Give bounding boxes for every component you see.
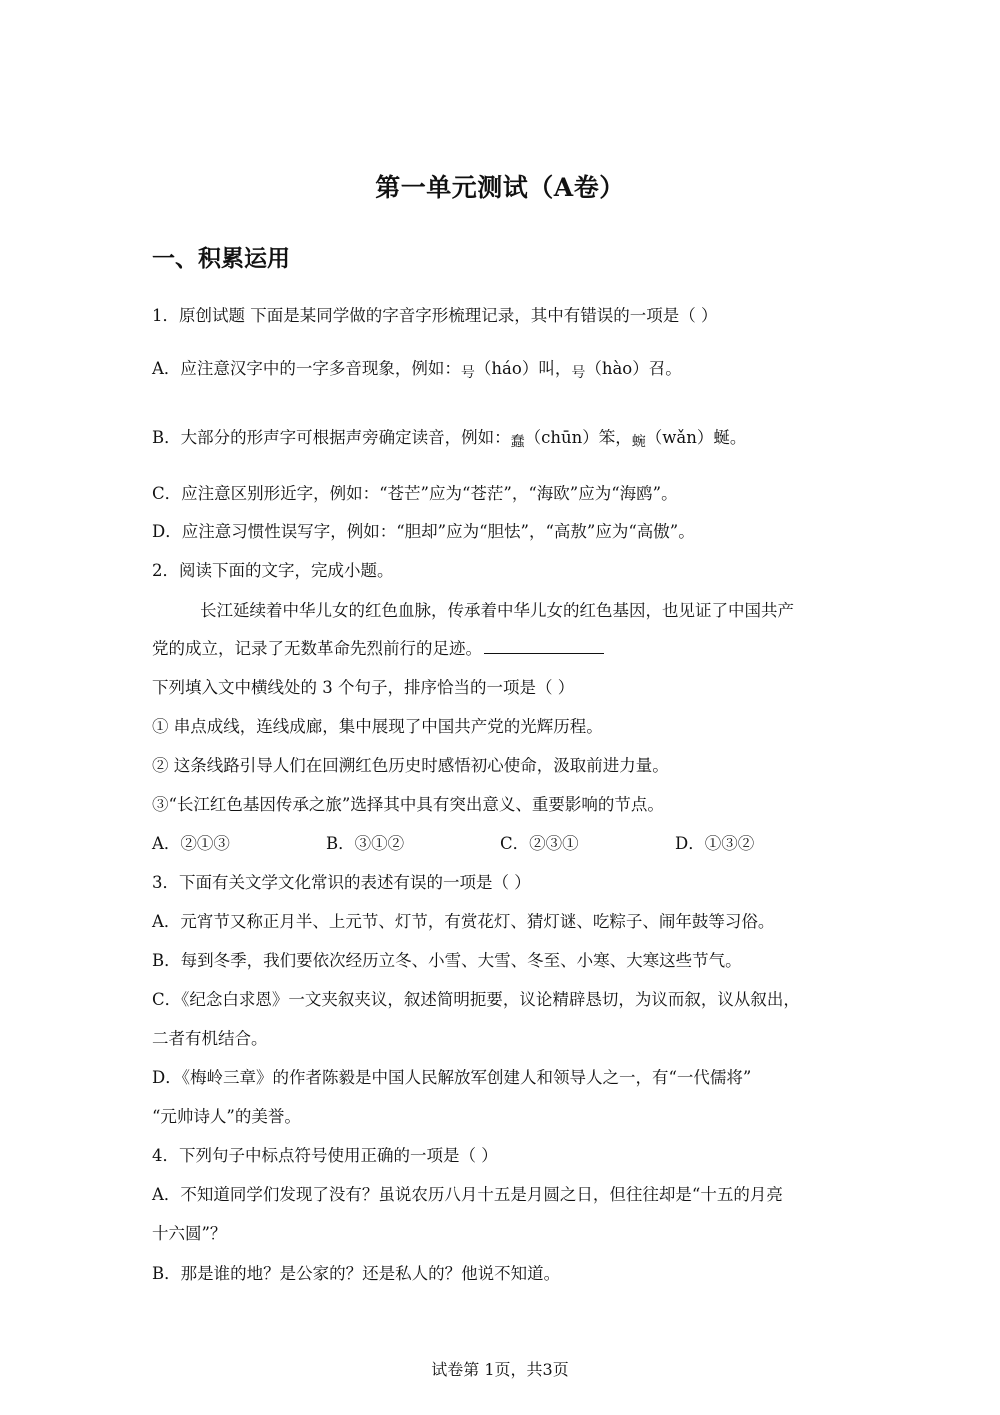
question-4-option-b: B．那是谁的地？是公家的？还是私人的？他说不知道。 <box>152 1264 561 1283</box>
sentence-3: ③“长江红色基因传承之旅”选择其中具有突出意义、重要影响的节点。 <box>152 795 664 814</box>
question-1-stem: 1．原创试题 下面是某同学做的字音字形梳理记录，其中有错误的一项是（ ） <box>152 306 718 325</box>
question-2-option-d: D．①③② <box>675 834 755 853</box>
answer-blank <box>484 639 604 654</box>
question-1-option-b <box>152 424 746 448</box>
question-1-option-c: C．应注意区别形近字，例如：“苍芒”应为“苍茫”，“海欧”应为“海鸥”。 <box>152 484 678 503</box>
option-b-char-2: 蜿 <box>631 434 646 450</box>
sentence-2: ② 这条线路引导人们在回溯红色历史时感悟初心使命，汲取前进力量。 <box>152 756 669 775</box>
question-2-option-a: A．②①③ <box>152 834 230 853</box>
option-b-prefix: B．大部分的形声字可根据声旁确定读音，例如： <box>152 428 511 447</box>
question-2-subquestion: 下列填入文中横线处的 3 个句子，排序恰当的一项是（ ） <box>152 678 575 697</box>
question-1-option-d: D．应注意习惯性误写字，例如：“胆却”应为“胆怯”，“高敖”应为“高傲”。 <box>152 522 695 541</box>
sentence-1: ① 串点成线，连线成廊，集中展现了中国共产党的光辉历程。 <box>152 717 603 736</box>
question-2-stem: 2．阅读下面的文字，完成小题。 <box>152 561 394 580</box>
passage-line-2 <box>152 635 604 659</box>
question-3-stem: 3．下面有关文学文化常识的表述有误的一项是（ ） <box>152 873 531 892</box>
question-2-option-b: B．③①② <box>326 834 405 853</box>
passage-line-1: 长江延续着中华儿女的红色血脉，传承着中华儿女的红色基因，也见证了中国共产 <box>200 601 794 620</box>
option-b-suffix: （wǎn）蜒。 <box>645 428 747 447</box>
page-footer: 试卷第 1页，共3页 <box>431 1360 569 1379</box>
option-b-char-1: 蠢 <box>510 434 525 450</box>
question-3-option-a: A．元宵节又称正月半、上元节、灯节，有赏花灯、猜灯谜、吃粽子、闹年鼓等习俗。 <box>152 912 775 931</box>
option-a-middle: （háo）叫， <box>474 359 572 378</box>
question-3-option-d-line-2: “元帅诗人”的美誉。 <box>152 1107 301 1126</box>
passage-line-2-text: 党的成立，记录了无数革命先烈前行的足迹。 <box>152 639 482 658</box>
option-a-prefix: A．应注意汉字中的一字多音现象，例如： <box>152 359 461 378</box>
option-b-middle: （chūn）笨， <box>524 428 632 447</box>
option-a-char-1: 号 <box>460 365 475 381</box>
question-2-option-c: C．②③① <box>500 834 579 853</box>
question-3-option-d-line-1: D．《梅岭三章》的作者陈毅是中国人民解放军创建人和领导人之一，有“一代儒将” <box>152 1068 752 1087</box>
question-4-stem: 4．下列句子中标点符号使用正确的一项是（ ） <box>152 1146 498 1165</box>
page-title: 第一单元测试（A卷） <box>375 173 625 202</box>
question-3-option-c-line-2: 二者有机结合。 <box>152 1029 268 1048</box>
option-a-suffix: （hào）召。 <box>585 359 682 378</box>
question-3-option-b: B．每到冬季，我们要依次经历立冬、小雪、大雪、冬至、小寒、大寒这些节气。 <box>152 951 742 970</box>
section-heading: 一、积累运用 <box>152 245 290 272</box>
question-3-option-c-line-1: C．《纪念白求恩》一文夹叙夹议，叙述简明扼要，议论精辟恳切，为议而叙，议从叙出， <box>152 990 800 1009</box>
question-1-option-a <box>152 355 682 379</box>
question-4-option-a-line-1: A．不知道同学们发现了没有？虽说农历八月十五是月圆之日，但往往却是“十五的月亮 <box>152 1185 783 1204</box>
question-4-option-a-line-2: 十六圆”？ <box>152 1224 227 1243</box>
option-a-char-2: 号 <box>571 365 586 381</box>
